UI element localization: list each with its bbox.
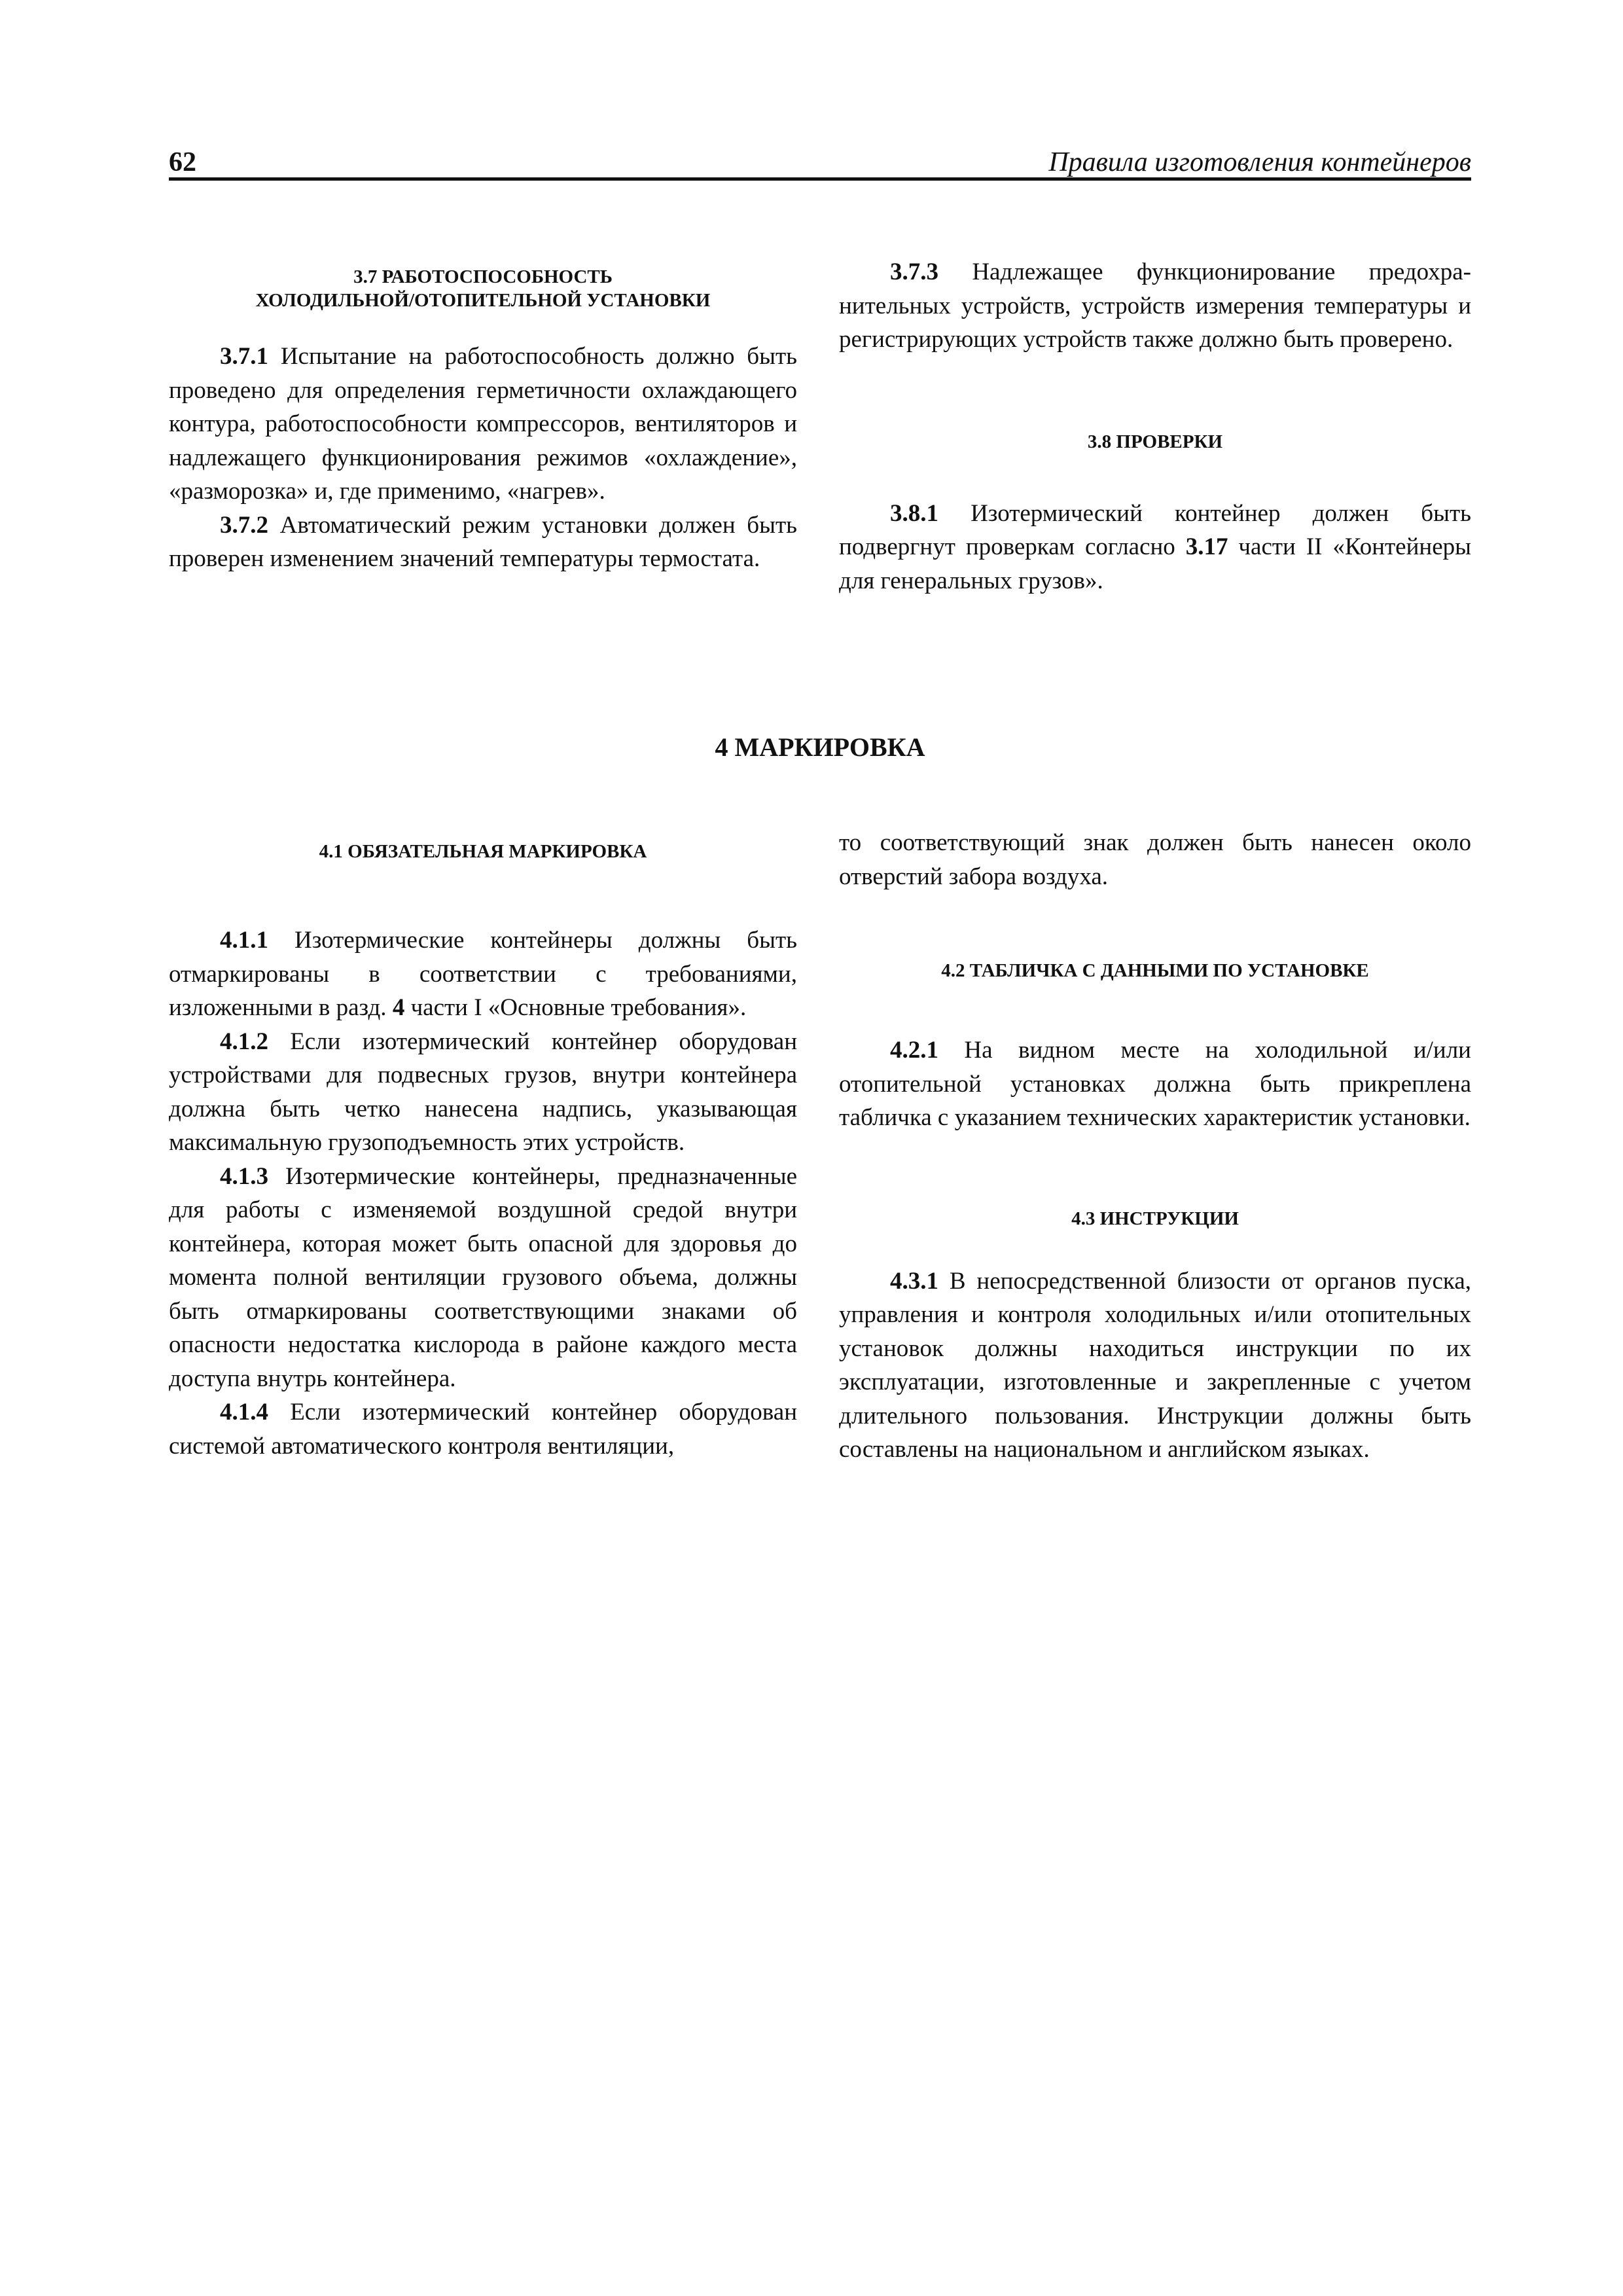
clause-number: 3.7.3 [890,259,938,285]
page-number: 62 [169,147,196,177]
clause-number: 4.1.3 [220,1162,268,1190]
section-3-7-title [169,265,797,312]
clause-number: 3.8.1 [890,499,938,527]
clause-text: Испытание на работоспособность должно быть проведено для определения герметичности охлаждающего контура, работоспособности компрессоров, вентиляторов и надлежащего функционирования режимов «охлаждение», «разморозка» и, где применимо, «нагрев». [169,343,797,505]
clause-number: 4.2.1 [890,1037,938,1064]
right-column-bottom [839,826,1471,1467]
clause-text: Автоматический режим установки должен быть проверен изменением значений температуры термостата. [169,511,797,572]
clause-text: Изотермический контейнер должен быть подвергнут проверкам согласно [839,499,1471,560]
page-header [169,141,1471,181]
clause-text: Надлежащее функционирование предохранительных устройств, устройств измерения температуры и регистрирующих устройств также должно быть проверено. [839,259,1471,353]
clause-number: 4.3.1 [890,1267,938,1295]
clause-number: 4.1.1 [220,927,268,954]
section-4-2-title: 4.2 ТАБЛИЧКА С ДАННЫМИ ПО УСТАНОВКЕ [941,960,1369,981]
paragraph-4-3-1 [839,1265,1471,1467]
paragraph-4-2-1 [839,1033,1471,1135]
paragraph-3-8-1 [839,497,1471,598]
clause-reference: 3.17 [1185,533,1228,560]
clause-text: Изотермические контейнеры должны быть отмаркированы в соответствии с требованиями, изложенными в разд. [169,927,797,1021]
paragraph-3-7-1 [169,340,797,509]
paragraph-4-1-4-continued: то соответствующий знак должен быть нанесен около отверстий забора воздуха. [839,829,1471,890]
paragraph-4-1-4 [169,1395,797,1463]
paragraph-3-7-2 [169,509,797,576]
section-4-1-title: 4.1 ОБЯЗАТЕЛЬНАЯ МАРКИРОВКА [319,841,647,862]
right-column-top [839,255,1471,598]
clause-text: Если изотермический контейнер оборудован системой автоматического контроля вентиляции, [169,1399,797,1460]
clause-text: В непосредственной близости от органов пуска, управления и контроля холодильных и/или отопительных установок должны находиться инструкции по их эксплуатации, изготовленные и закрепленные с учетом длительного пользования. Инструкции должны быть составлены на национальном и английском языках. [839,1267,1471,1463]
clause-text: На видном месте на холодильной и/или отопительной установках должна быть прикреплена табличка с указанием технических характеристик установки. [839,1037,1471,1131]
section-4-1 [169,840,797,1463]
clause-text: части II «Контейнеры для генеральных грузов». [839,533,1471,594]
clause-text: Изотермические контейнеры, предназначенные для работы с изменяемой воздушной средой внутри контейнера, которая может быть опасной для здоровья до момента полной вентиляции грузового объема, должны быть отмаркированы соответствующими знаками об опасности недостатка кислорода в районе каждого места доступа внутрь контейнера. [169,1162,797,1392]
clause-number: 4.1.2 [220,1028,268,1055]
clause-number: 3.7.2 [220,511,268,539]
paragraph-4-1-3 [169,1160,797,1396]
chapter-4-title: 4 МАРКИРОВКА [715,732,925,762]
paragraph-4-1-2 [169,1025,797,1160]
running-title: Правила изготовления контейнеров [1048,147,1471,177]
section-3-7 [169,265,797,576]
clause-text: части I «Основные требования». [404,994,747,1021]
section-4-3-title: 4.3 ИНСТРУКЦИИ [1071,1208,1239,1229]
section-3-7-title-line2: ХОЛОДИЛЬНОЙ/ОТОПИТЕЛЬНОЙ УСТАНОВКИ [255,290,711,311]
clause-text: Если изотермический контейнер оборудован устройствами для подвесных грузов, внутри контейнера должна быть четко нанесена надпись, указывающая максимальную грузоподъемность этих устройств. [169,1028,797,1156]
paragraph-4-1-1 [169,924,797,1025]
header-rule [169,177,1471,181]
section-3-7-title-line1: 3.7 РАБОТОСПОСОБНОСТЬ [353,266,613,287]
clause-reference: 4 [392,994,405,1021]
clause-number: 3.7.1 [220,343,268,370]
clause-number: 4.1.4 [220,1399,268,1426]
section-3-8-title: 3.8 ПРОВЕРКИ [1087,431,1223,452]
paragraph-3-7-3 [839,255,1471,357]
